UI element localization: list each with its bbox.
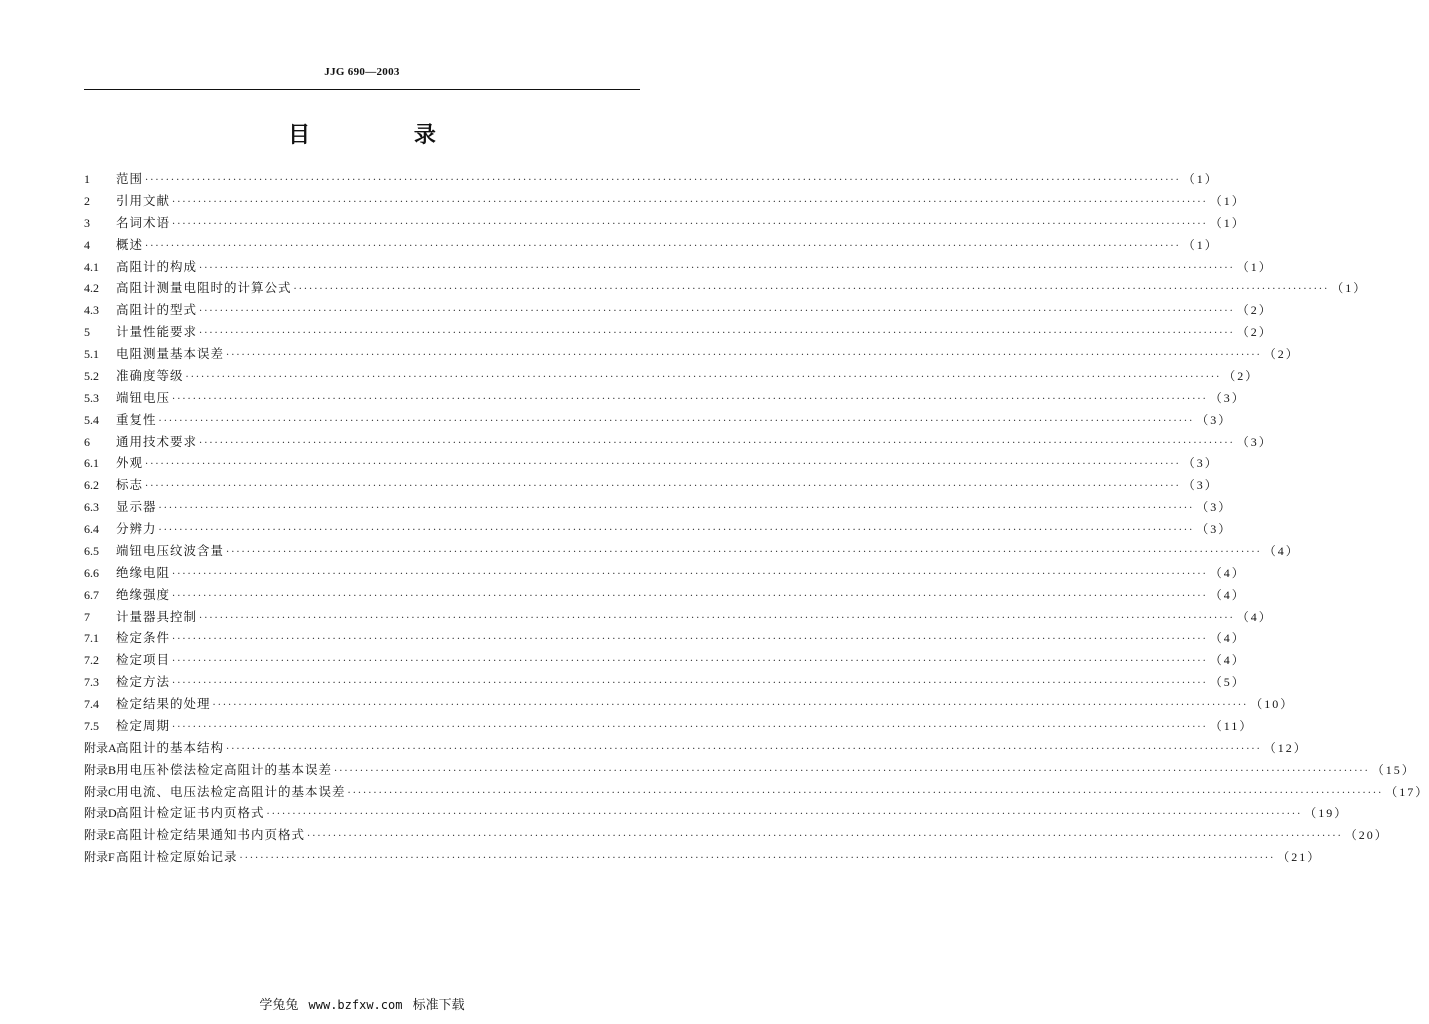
- toc-entry[interactable]: [84, 782, 1429, 804]
- toc-entry[interactable]: [84, 322, 1273, 344]
- toc-entry[interactable]: [84, 607, 1273, 629]
- toc-entry[interactable]: [84, 344, 1300, 366]
- toc-entry-label: 高阻计的构成: [116, 258, 198, 274]
- toc-entry-number: 6.5: [84, 543, 99, 558]
- toc-entry-label: 标志: [116, 477, 144, 493]
- toc-entry-label: 重复性: [116, 411, 157, 427]
- toc-leader-dots: ········································································································································································································: [145, 240, 1181, 252]
- toc-entry-page: （3）: [1182, 456, 1219, 471]
- toc-leader-dots: ········································································································································································································: [145, 459, 1181, 471]
- toc-entry-number: 6.4: [84, 522, 99, 536]
- toc-entry-label: 检定项目: [116, 652, 171, 668]
- toc-entry-number: 5: [84, 325, 90, 340]
- page-title: 目 录: [288, 122, 484, 148]
- toc-entry[interactable]: [84, 235, 1219, 257]
- toc-leader-dots: ········································································································································································································: [172, 634, 1208, 646]
- toc-entry-number: 5.1: [84, 347, 99, 361]
- toc-entry[interactable]: [84, 760, 1416, 782]
- toc-entry-number: 4.2: [84, 281, 99, 296]
- toc-entry-label: 分辨力: [116, 521, 157, 536]
- toc-leader-dots: ········································································································································································································: [266, 809, 1303, 821]
- toc-entry-label: 高阻计检定证书内页格式: [116, 805, 265, 821]
- toc-leader-dots: ········································································································································································································: [172, 590, 1208, 602]
- toc-leader-dots: ········································································································································································································: [145, 481, 1181, 493]
- toc-leader-dots: ········································································································································································································: [334, 765, 1370, 777]
- toc-entry[interactable]: [84, 585, 1246, 607]
- toc-entry-number: 附录F: [84, 850, 115, 865]
- toc-entry-page: （19）: [1304, 806, 1349, 821]
- toc-leader-dots: ········································································································································································································: [226, 350, 1262, 361]
- toc-entry[interactable]: [84, 410, 1233, 432]
- toc-entry-label: 高阻计测量电阻时的计算公式: [116, 280, 292, 296]
- toc-entry[interactable]: [84, 213, 1246, 235]
- toc-entry-page: （4）: [1209, 565, 1246, 580]
- toc-entry-label: 端钮电压: [116, 389, 171, 405]
- toc-entry-number: 5.3: [84, 390, 99, 405]
- toc-entry[interactable]: [84, 650, 1246, 672]
- toc-leader-dots: ········································································································································································································: [199, 612, 1235, 624]
- toc-entry[interactable]: [84, 541, 1300, 563]
- toc-entry-page: （3）: [1196, 412, 1233, 427]
- toc-leader-dots: ········································································································································································································: [226, 546, 1262, 558]
- toc-entry-label: 用电压补偿法检定高阻计的基本误差: [116, 761, 333, 777]
- toc-entry-number: 7.1: [84, 631, 99, 646]
- toc-entry-label: 电阻测量基本误差: [116, 346, 225, 361]
- toc-entry-label: 通用技术要求: [116, 433, 198, 449]
- toc-entry-number: 附录E: [84, 828, 116, 843]
- toc-entry-label: 高阻计检定原始记录: [116, 849, 238, 865]
- toc-entry-page: （3）: [1196, 522, 1233, 536]
- toc-leader-dots: ········································································································································································································: [185, 371, 1222, 383]
- toc-entry-page: （21）: [1277, 850, 1322, 865]
- toc-entry-label: 外观: [116, 455, 144, 471]
- toc-entry-number: 5.4: [84, 412, 99, 427]
- toc-entry-label: 绝缘电阻: [116, 564, 171, 580]
- header-rule: [84, 89, 640, 90]
- toc-leader-dots: ········································································································································································································: [172, 196, 1208, 208]
- toc-entry[interactable]: [84, 169, 1219, 191]
- toc-entry-page: （3）: [1209, 390, 1246, 405]
- toc-entry-label: 范围: [116, 171, 144, 186]
- toc-entry-number: 7.5: [84, 718, 99, 733]
- toc-entry-label: 用电流、电压法检定高阻计的基本误差: [116, 783, 346, 799]
- toc-entry-number: 6.2: [84, 478, 99, 493]
- toc-entry-page: （2）: [1223, 368, 1260, 383]
- toc-entry[interactable]: [84, 672, 1246, 694]
- toc-entry-label: 名词术语: [116, 214, 171, 230]
- toc-entry-page: （4）: [1209, 653, 1246, 668]
- toc-entry[interactable]: [84, 453, 1219, 475]
- toc-entry[interactable]: [84, 278, 1368, 300]
- toc-entry-page: （5）: [1209, 675, 1246, 690]
- toc-leader-dots: ········································································································································································································: [158, 525, 1195, 536]
- toc-entry-number: 6: [84, 434, 90, 449]
- toc-leader-dots: ········································································································································································································: [347, 787, 1384, 799]
- toc-entry-page: （17）: [1385, 784, 1429, 799]
- toc-entry[interactable]: [84, 388, 1246, 410]
- toc-entry[interactable]: [84, 563, 1246, 585]
- toc-entry-number: 附录B: [84, 762, 117, 777]
- toc-entry-label: 高阻计的型式: [116, 302, 198, 318]
- toc-entry-page: （1）: [1182, 237, 1219, 252]
- toc-entry-page: （1）: [1236, 259, 1273, 274]
- standard-code-header: JJG 690—2003: [324, 66, 400, 78]
- toc-entry-page: （2）: [1236, 325, 1273, 340]
- footer-url-link[interactable]: www.bzfxw.com: [308, 998, 403, 1012]
- toc-leader-dots: ········································································································································································································: [172, 721, 1208, 733]
- toc-entry-number: 6.1: [84, 456, 99, 471]
- toc-entry-label: 高阻计检定结果通知书内页格式: [116, 827, 306, 843]
- toc-entry-number: 4: [84, 237, 90, 252]
- toc-entry-label: 检定条件: [116, 630, 171, 646]
- toc-entry-number: 4.3: [84, 303, 99, 318]
- toc-leader-dots: ········································································································································································································: [172, 568, 1208, 580]
- footer-watermark: [0, 994, 724, 1013]
- toc-entry-page: （20）: [1344, 828, 1389, 843]
- toc-entry-number: 6.6: [84, 565, 99, 580]
- toc-entry-page: （4）: [1209, 587, 1246, 602]
- toc-entry[interactable]: [84, 694, 1295, 716]
- toc-leader-dots: ········································································································································································································: [239, 853, 1276, 865]
- toc-entry[interactable]: [84, 432, 1273, 454]
- toc-leader-dots: ········································································································································································································: [199, 328, 1235, 340]
- toc-entry-label: 显示器: [116, 499, 157, 515]
- toc-entry-page: （4）: [1209, 631, 1246, 646]
- toc-entry-number: 附录D: [84, 806, 117, 821]
- toc-entry-label: 计量器具控制: [116, 608, 198, 624]
- toc-entry-number: 6.7: [84, 587, 99, 602]
- toc-entry-label: 引用文献: [116, 192, 171, 208]
- toc-leader-dots: ········································································································································································································: [212, 700, 1249, 711]
- toc-entry-page: （11）: [1209, 718, 1254, 733]
- toc-entry-label: 检定结果的处理: [116, 696, 211, 711]
- toc-leader-dots: ········································································································································································································: [172, 218, 1208, 230]
- toc-entry[interactable]: [84, 257, 1273, 279]
- toc-entry-number: 2: [84, 193, 90, 208]
- toc-entry[interactable]: [84, 366, 1260, 388]
- footer-tagline: 标准下载: [412, 998, 465, 1013]
- toc-entry-number: 附录C: [84, 784, 117, 799]
- toc-entry-page: （15）: [1371, 762, 1416, 777]
- toc-entry-number: 7.4: [84, 697, 99, 711]
- toc-entry-label: 高阻计的基本结构: [116, 739, 225, 755]
- toc-entry-number: 1: [84, 172, 90, 186]
- toc-entry[interactable]: [84, 738, 1308, 760]
- toc-entry-page: （12）: [1263, 740, 1308, 755]
- toc-entry-label: 检定周期: [116, 717, 171, 733]
- toc-leader-dots: ········································································································································································································: [158, 415, 1195, 427]
- toc-entry[interactable]: [84, 825, 1389, 847]
- toc-entry[interactable]: [84, 628, 1246, 650]
- toc-entry-number: 4.1: [84, 259, 99, 274]
- toc-leader-dots: ········································································································································································································: [199, 306, 1235, 318]
- toc-entry[interactable]: [84, 475, 1219, 497]
- toc-entry[interactable]: [84, 847, 1322, 869]
- toc-leader-dots: ········································································································································································································: [145, 175, 1181, 186]
- toc-entry-number: 7: [84, 609, 90, 624]
- toc-entry-number: 5.2: [84, 368, 99, 383]
- toc-entry[interactable]: [84, 191, 1246, 213]
- toc-leader-dots: ········································································································································································································: [172, 393, 1208, 405]
- toc-entry[interactable]: [84, 519, 1233, 541]
- toc-entry-label: 绝缘强度: [116, 586, 171, 602]
- table-of-contents: [84, 169, 1429, 869]
- toc-entry-label: 概述: [116, 236, 144, 252]
- toc-entry-page: （2）: [1263, 347, 1300, 361]
- toc-entry-label: 计量性能要求: [116, 324, 198, 340]
- toc-entry-number: 7.2: [84, 653, 99, 668]
- toc-entry-page: （3）: [1182, 478, 1219, 493]
- toc-entry[interactable]: [84, 497, 1233, 519]
- toc-entry-page: （10）: [1250, 697, 1295, 711]
- toc-entry-label: 准确度等级: [116, 367, 184, 383]
- toc-entry[interactable]: [84, 716, 1254, 738]
- toc-entry-number: 7.3: [84, 675, 99, 690]
- toc-leader-dots: ········································································································································································································: [293, 284, 1330, 296]
- toc-entry-page: （3）: [1196, 500, 1233, 515]
- toc-entry-number: 3: [84, 215, 90, 230]
- toc-entry-page: （4）: [1263, 543, 1300, 558]
- toc-entry-page: （2）: [1236, 303, 1273, 318]
- toc-entry-page: （1）: [1209, 193, 1246, 208]
- toc-entry-number: 6.3: [84, 500, 99, 515]
- toc-entry-label: 检定方法: [116, 674, 171, 690]
- toc-entry[interactable]: [84, 300, 1273, 322]
- toc-leader-dots: ········································································································································································································: [226, 743, 1262, 755]
- toc-leader-dots: ········································································································································································································: [307, 831, 1343, 843]
- toc-entry-page: （3）: [1236, 434, 1273, 449]
- toc-entry-number: 附录A: [84, 740, 117, 755]
- toc-leader-dots: ········································································································································································································: [199, 437, 1235, 449]
- toc-entry[interactable]: [84, 803, 1349, 825]
- toc-entry-label: 端钮电压纹波含量: [116, 542, 225, 558]
- toc-entry-page: （1）: [1209, 215, 1246, 230]
- footer-site-name: 学兔兔: [259, 998, 299, 1013]
- toc-leader-dots: ········································································································································································································: [172, 656, 1208, 668]
- toc-leader-dots: ········································································································································································································: [158, 503, 1195, 515]
- toc-leader-dots: ········································································································································································································: [199, 262, 1235, 274]
- toc-entry-page: （1）: [1182, 172, 1219, 186]
- toc-entry-page: （1）: [1331, 281, 1368, 296]
- toc-leader-dots: ········································································································································································································: [172, 678, 1208, 690]
- toc-entry-page: （4）: [1236, 609, 1273, 624]
